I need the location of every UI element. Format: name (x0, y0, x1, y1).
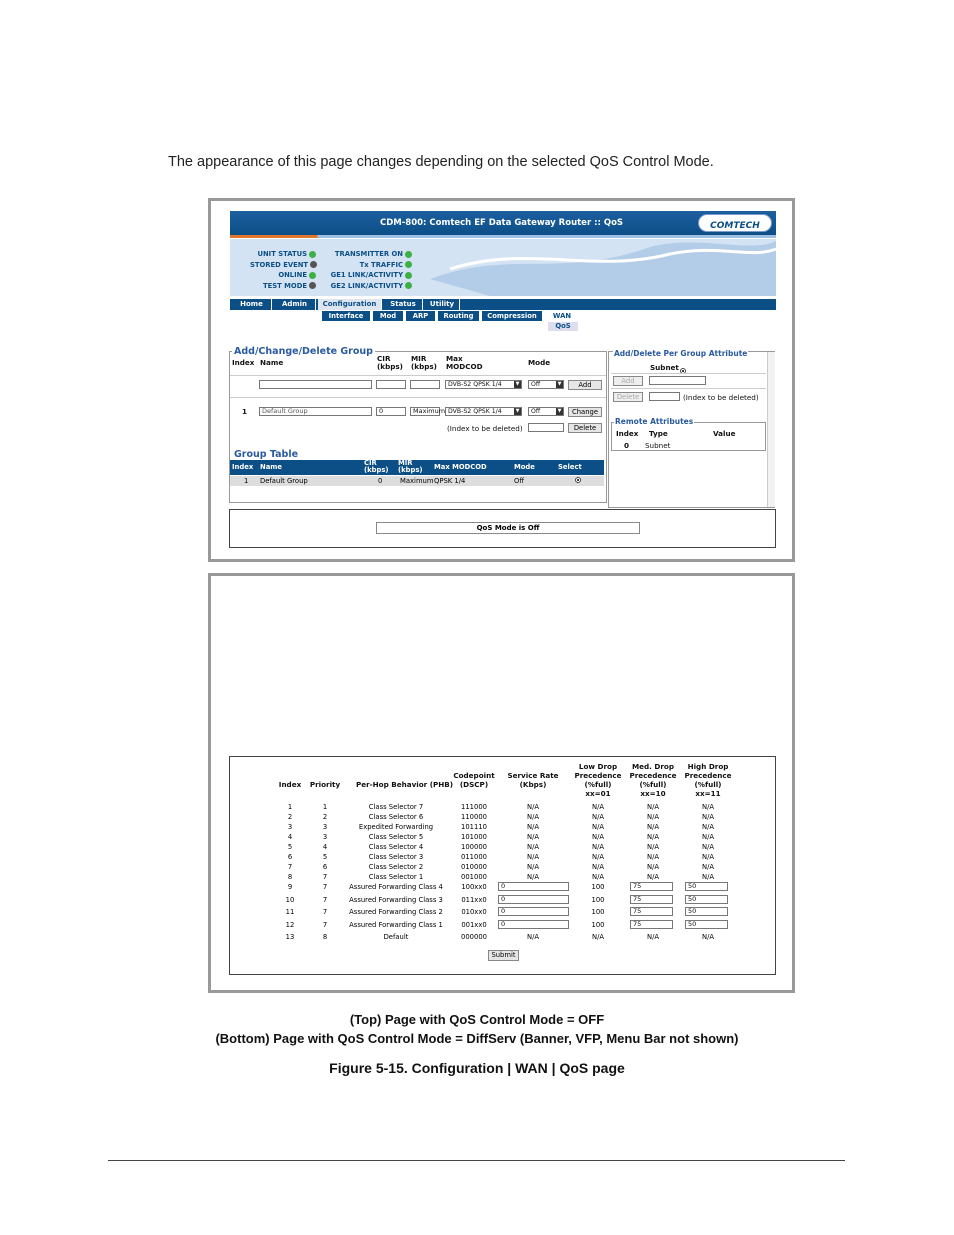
status-label: Tx TRAFFIC (359, 260, 403, 269)
chevron-down-icon: ▼ (515, 381, 520, 387)
table-cell: Off (514, 477, 525, 485)
sub-tab-interface[interactable]: Interface (322, 311, 370, 321)
diffserv-cell: N/A (701, 933, 715, 941)
diffserv-cell: 100 (591, 895, 605, 904)
nav-tab-admin[interactable]: Admin (274, 299, 316, 310)
group-table-legend: Group Table (234, 449, 299, 460)
status-led-icon (309, 282, 316, 289)
diffserv-cell: 101000 (461, 833, 487, 841)
attr-delete-hint: (Index to be deleted) (683, 393, 759, 402)
diffserv-input[interactable]: 0 (498, 920, 569, 929)
diffserv-cell: 8 (287, 873, 293, 881)
submit-button[interactable]: Submit (488, 950, 519, 961)
diffserv-cell: 100 (591, 883, 605, 891)
status-led-icon (405, 261, 412, 268)
diffserv-cell: N/A (591, 803, 605, 811)
diffserv-cell: N/A (646, 813, 660, 821)
sub-tab-arp[interactable]: ARP (406, 311, 435, 321)
sub-tab-wan[interactable]: WAN (545, 311, 579, 321)
group-table-header-cell: Max MODCOD (434, 463, 487, 471)
diffserv-cell: 7 (322, 908, 328, 917)
group-mode-select[interactable]: Off ▼ (528, 407, 564, 416)
status-label: UNIT STATUS (257, 250, 307, 258)
status-label: GE2 LINK/ACTIVITY (330, 281, 403, 290)
subsub-tab-qos[interactable]: QoS (548, 322, 578, 331)
diffserv-cell: Class Selector 2 (368, 863, 424, 871)
diffserv-cell: 101110 (461, 823, 487, 831)
attr-subnet-label: Subnet (650, 363, 679, 372)
intro-text: The appearance of this page changes depending on the selected QoS Control Mode. (168, 154, 714, 170)
status-label: STORED EVENT (250, 260, 309, 269)
diffserv-cell: 3 (322, 823, 328, 831)
caption-bottom: (Bottom) Page with QoS Control Mode = DiffServ (Banner, VFP, Menu Bar not shown) (215, 1031, 739, 1046)
diffserv-cell: Class Selector 4 (368, 843, 424, 851)
group-row-index: 1 (242, 407, 248, 416)
nav-tab-configuration[interactable]: Configuration (318, 299, 382, 310)
diffserv-cell: N/A (591, 823, 605, 831)
nav-tab-home[interactable]: Home (232, 299, 272, 310)
attr-delete-button[interactable]: Delete (613, 392, 643, 402)
diffserv-cell: N/A (526, 813, 540, 821)
diffserv-cell: Class Selector 1 (368, 873, 424, 881)
diffserv-input[interactable]: 75 (630, 895, 673, 904)
diffserv-cell: N/A (701, 803, 715, 811)
diffserv-cell: N/A (701, 873, 715, 881)
caption-top: (Top) Page with QoS Control Mode = OFF (349, 1012, 605, 1027)
status-led-icon (405, 282, 412, 289)
diffserv-cell: 100 (591, 921, 605, 930)
diffserv-cell: N/A (526, 873, 540, 881)
group-table-header-cell: MIR (kbps) (398, 459, 423, 474)
diffserv-header-cell: Service Rate (Kbps) (507, 771, 559, 789)
diffserv-cell: N/A (591, 863, 605, 871)
attr-delete-index-input[interactable] (649, 392, 680, 401)
group-table-header-cell: Select (558, 463, 582, 471)
sub-tab-routing[interactable]: Routing (438, 311, 479, 321)
diffserv-cell: N/A (646, 843, 660, 851)
comtech-logo: COMTECH (698, 214, 772, 232)
group-mir-input[interactable]: Maximum (410, 407, 440, 416)
delete-hint: (Index to be deleted) (447, 424, 523, 433)
diffserv-input[interactable]: 0 (498, 882, 569, 891)
diffserv-header-cell: Codepoint (DSCP) (453, 771, 495, 789)
diffserv-cell: Expedited Forwarding (358, 823, 434, 831)
remote-header-value: Value (713, 429, 736, 438)
header-mode: Mode (528, 358, 551, 367)
figure-caption: Figure 5-15. Configuration | WAN | QoS page (329, 1060, 625, 1076)
attr-add-button[interactable]: Add (613, 376, 643, 386)
banner-title: CDM-800: Comtech EF Data Gateway Router :: QoS (380, 218, 624, 228)
diffserv-cell: N/A (701, 843, 715, 851)
banner-accent (230, 235, 776, 238)
delete-group-button[interactable]: Delete (568, 423, 602, 433)
diffserv-cell: 12 (285, 921, 295, 930)
remote-header-index: Index (616, 429, 639, 438)
chevron-down-icon: ▼ (515, 408, 520, 414)
status-label: TRANSMITTER ON (334, 250, 403, 258)
status-item (250, 260, 316, 271)
diffserv-cell: N/A (591, 853, 605, 861)
status-led-icon (405, 251, 412, 258)
attr-value-input[interactable] (649, 376, 706, 385)
scrollbar[interactable] (767, 352, 775, 507)
new-mir-input[interactable] (410, 380, 440, 389)
diffserv-cell: Class Selector 5 (368, 833, 424, 841)
diffserv-cell: 3 (287, 823, 293, 831)
diffserv-input[interactable]: 0 (498, 907, 569, 916)
diffserv-cell: 1 (287, 803, 293, 811)
diffserv-cell: N/A (646, 933, 660, 941)
remote-header-type: Type (649, 429, 668, 438)
diffserv-cell: Assured Forwarding Class 3 (349, 895, 443, 904)
diffserv-cell: 110000 (461, 813, 487, 821)
status-label: GE1 LINK/ACTIVITY (330, 271, 403, 279)
header-mir: MIR (kbps) (411, 354, 437, 371)
diffserv-cell: N/A (701, 833, 715, 841)
group-table-header-cell: CIR (kbps) (364, 459, 389, 474)
diffserv-input[interactable]: 0 (498, 895, 569, 904)
diffserv-cell: 8 (322, 933, 328, 941)
chevron-down-icon: ▼ (557, 381, 562, 387)
table-cell: Default Group (260, 477, 308, 485)
remote-legend: Remote Attributes (615, 417, 694, 426)
radio-icon[interactable] (575, 477, 581, 483)
diffserv-cell: Assured Forwarding Class 2 (349, 908, 443, 917)
row-divider (230, 375, 606, 376)
add-group-button[interactable]: Add (568, 380, 602, 390)
diffserv-input[interactable]: 50 (685, 920, 728, 929)
diffserv-cell: 7 (322, 873, 328, 881)
table-cell: 0 (378, 477, 383, 485)
status-left-group (250, 249, 316, 291)
status-panel (230, 239, 776, 296)
diffserv-cell: N/A (701, 863, 715, 871)
diffserv-header-cell: Med. Drop Precedence (%full) xx=10 (629, 762, 677, 798)
remote-row-type: Subnet (645, 441, 671, 450)
remote-row-index: 0 (624, 441, 630, 450)
attr-legend: Add/Delete Per Group Attribute (614, 349, 748, 358)
diffserv-cell: 9 (287, 883, 293, 891)
header-cir: CIR (kbps) (377, 354, 403, 371)
status-item (328, 260, 412, 271)
diffserv-cell: 6 (287, 853, 293, 861)
diffserv-cell: 100000 (461, 843, 487, 851)
diffserv-cell: 100xx0 (461, 883, 487, 891)
diffserv-cell: 001000 (461, 873, 487, 881)
status-led-icon (309, 272, 316, 279)
divider (611, 388, 766, 389)
diffserv-cell: N/A (526, 853, 540, 861)
diffserv-cell: N/A (646, 863, 660, 871)
diffserv-input[interactable]: 50 (685, 907, 728, 916)
status-label: TEST MODE (262, 281, 307, 290)
group-name-input[interactable]: Default Group (259, 407, 372, 416)
diffserv-cell: Assured Forwarding Class 1 (349, 921, 443, 930)
diffserv-cell: N/A (591, 873, 605, 881)
diffserv-cell: 6 (322, 863, 328, 871)
diffserv-cell: 100 (591, 908, 605, 917)
diffserv-cell: 5 (287, 843, 293, 851)
header-max-modcod: Max MODCOD (446, 354, 483, 371)
diffserv-cell: 1 (322, 803, 328, 811)
diffserv-cell: 011000 (461, 853, 487, 861)
diffserv-cell: 7 (287, 863, 293, 871)
footer-rule (108, 1160, 845, 1161)
diffserv-cell: N/A (646, 853, 660, 861)
diffserv-input[interactable]: 75 (630, 907, 673, 916)
diffserv-cell: 010000 (461, 863, 487, 871)
diffserv-cell: 011xx0 (461, 895, 487, 904)
diffserv-input[interactable]: 75 (630, 920, 673, 929)
delete-index-input[interactable] (528, 423, 564, 432)
diffserv-cell: 4 (287, 833, 293, 841)
table-row[interactable] (230, 476, 604, 486)
diffserv-cell: 11 (285, 908, 295, 917)
diffserv-cell: N/A (646, 823, 660, 831)
diffserv-cell: 010xx0 (461, 908, 487, 917)
status-led-icon (309, 251, 316, 258)
change-group-button[interactable]: Change (568, 407, 602, 417)
sub-tab-compression[interactable]: Compression (482, 311, 542, 321)
diffserv-cell: Class Selector 7 (368, 803, 424, 811)
diffserv-cell: 3 (322, 833, 328, 841)
diffserv-cell: 111000 (461, 803, 487, 811)
diffserv-cell: 001xx0 (461, 921, 487, 930)
banner-title-bar (230, 211, 776, 235)
new-modcod-select[interactable]: DVB-S2 QPSK 1/4 ▼ (445, 380, 522, 389)
diffserv-cell: N/A (646, 803, 660, 811)
group-modcod-select[interactable]: DVB-S2 QPSK 1/4 ▼ (445, 407, 522, 416)
status-item (250, 270, 316, 281)
table-cell: 1 (244, 477, 249, 485)
status-label: ONLINE (278, 271, 307, 279)
row-divider (230, 397, 606, 398)
status-item (250, 281, 316, 292)
qos-off-message: QoS Mode is Off (376, 522, 640, 534)
diffserv-cell: 2 (322, 813, 328, 821)
group-table-header-cell: Name (260, 463, 282, 471)
diffserv-cell: N/A (526, 933, 540, 941)
group-table-header-cell: Mode (514, 463, 535, 471)
diffserv-header-cell: Low Drop Precedence (%full) xx=01 (574, 762, 622, 798)
diffserv-input[interactable]: 75 (630, 882, 673, 891)
diffserv-cell: N/A (526, 843, 540, 851)
status-item (328, 270, 412, 281)
diffserv-cell: N/A (526, 823, 540, 831)
status-led-icon (405, 272, 412, 279)
new-cir-input[interactable] (376, 380, 406, 389)
diffserv-cell: N/A (591, 843, 605, 851)
new-mode-select[interactable]: Off ▼ (528, 380, 564, 389)
nav-tab-status[interactable]: Status (384, 299, 423, 310)
diffserv-cell: 5 (322, 853, 328, 861)
diffserv-cell: 7 (322, 883, 328, 891)
header-name: Name (260, 358, 284, 367)
diffserv-cell: N/A (526, 803, 540, 811)
diffserv-cell: Class Selector 6 (368, 813, 424, 821)
diffserv-input[interactable]: 50 (685, 882, 728, 891)
diffserv-cell: N/A (701, 823, 715, 831)
group-legend: Add/Change/Delete Group (234, 346, 373, 357)
divider (611, 373, 766, 374)
diffserv-input[interactable]: 50 (685, 895, 728, 904)
diffserv-cell: 7 (322, 895, 328, 904)
sub-tab-mod[interactable]: Mod (373, 311, 403, 321)
diffserv-cell: N/A (591, 933, 605, 941)
diffserv-cell: N/A (646, 833, 660, 841)
table-cell: Maximum (400, 477, 434, 485)
chevron-down-icon: ▼ (557, 408, 562, 414)
group-table-header (230, 460, 604, 475)
diffserv-cell: 10 (285, 895, 295, 904)
diffserv-cell: N/A (526, 833, 540, 841)
table-cell: QPSK 1/4 (434, 477, 466, 485)
status-item (250, 249, 316, 260)
diffserv-cell: 2 (287, 813, 293, 821)
diffserv-cell: Assured Forwarding Class 4 (349, 883, 443, 891)
new-name-input[interactable] (259, 380, 372, 389)
diffserv-cell: N/A (591, 833, 605, 841)
diffserv-cell: 13 (285, 933, 295, 941)
diffserv-header-cell: Per-Hop Behavior (PHB) (356, 779, 454, 789)
diffserv-cell: Default (383, 933, 409, 941)
status-right-group (328, 249, 412, 291)
diffserv-header-cell: High Drop Precedence (%full) xx=11 (684, 762, 732, 798)
diffserv-cell: N/A (526, 863, 540, 871)
group-table-header-cell: Index (232, 463, 254, 471)
diffserv-cell: N/A (701, 813, 715, 821)
header-index: Index (232, 358, 255, 367)
diffserv-header-cell: Index (278, 779, 302, 789)
nav-tab-utility[interactable]: Utility (425, 299, 460, 310)
diffserv-cell: N/A (591, 813, 605, 821)
status-item (328, 281, 412, 292)
diffserv-cell: Class Selector 3 (368, 853, 424, 861)
diffserv-cell: 000000 (461, 933, 487, 941)
diffserv-cell: 4 (322, 843, 328, 851)
diffserv-header-cell: Priority (309, 779, 341, 789)
status-item (328, 249, 412, 260)
diffserv-cell: N/A (646, 873, 660, 881)
diffserv-cell: N/A (701, 853, 715, 861)
group-cir-input[interactable]: 0 (376, 407, 406, 416)
diffserv-cell: 7 (322, 921, 328, 930)
